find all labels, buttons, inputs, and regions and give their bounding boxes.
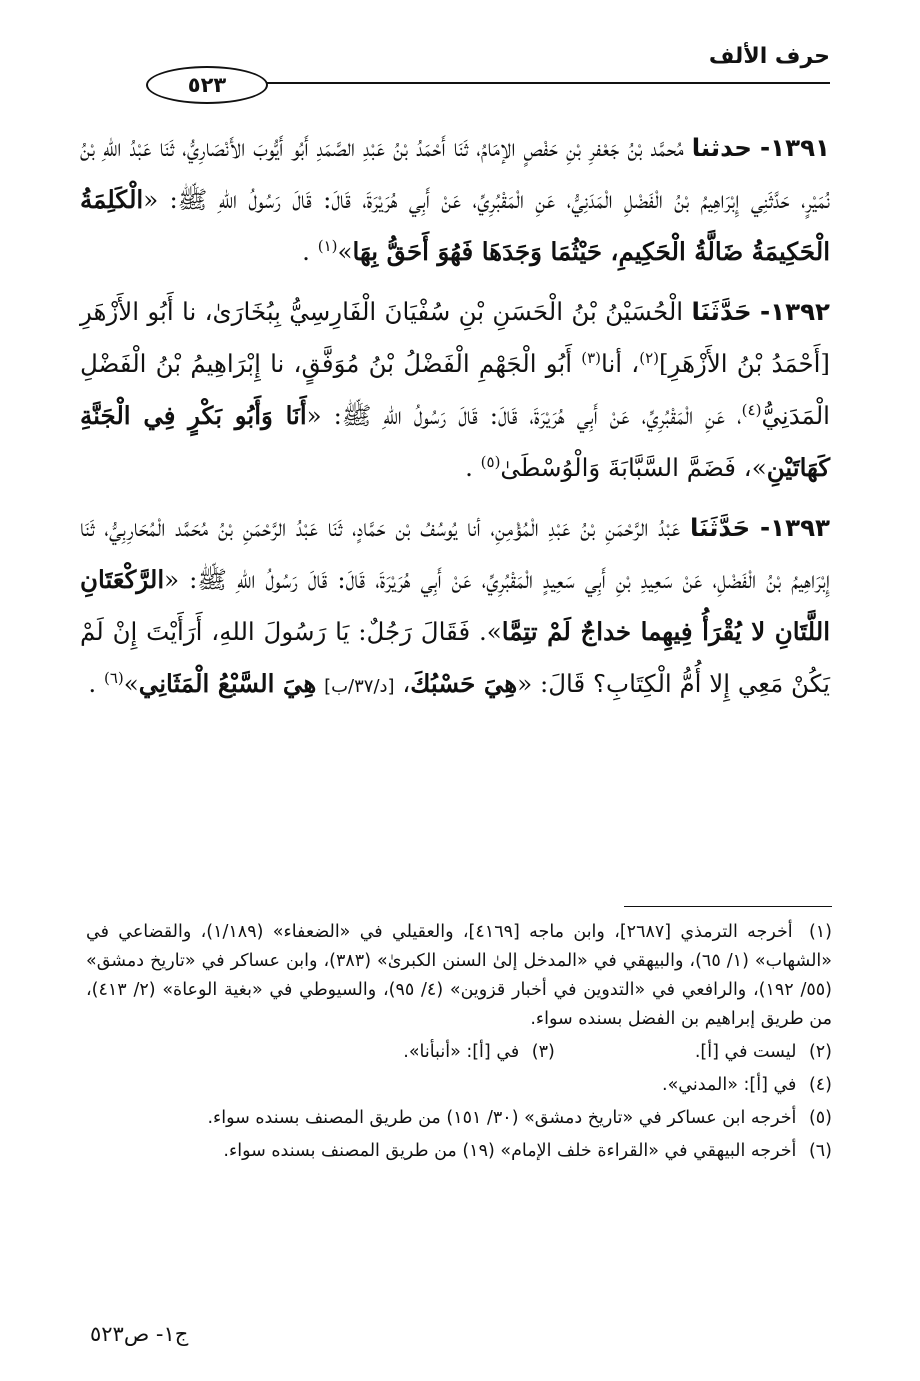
hadith-end: . (88, 669, 104, 698)
hadith-isnad: ». فَقَالَ رَجُلٌ: يَا رَسُولَ اللهِ، أَرَأَيْتَ إِنْ لَمْ يَكُنْ مَعِي إِلا أُمُّ الْكِتَابِ؟ قَالَ: « (80, 617, 830, 698)
footnote-text: أخرجه ابن عساكر في «تاريخ دمشق» (٣٠/ ١٥١) من طريق المصنف بسنده سواء. (207, 1108, 797, 1128)
page-footer: ج١- ص٥٢٣ (90, 1322, 189, 1346)
hadith-1391 (80, 122, 830, 278)
chapter-title: حرف الألف (708, 44, 830, 69)
footnote-ref: (٤) (741, 400, 762, 419)
hadith-matn: هِيَ حَسْبُكَ (410, 669, 518, 698)
hadith-tail: » (337, 237, 353, 266)
footnote-text: في [أ]: «المدني». (662, 1075, 797, 1095)
hadith-matn: الْكَلِمَةُ الْحَكِيمَةُ ضَالَّةُ الْحَكِيمِ، حَيْثُمَا وَجَدَهَا فَهُوَ أَحَقُّ بِهَا (80, 185, 830, 266)
footnote-marker: (٢) (808, 1042, 832, 1062)
page-number: ٥٢٣ (187, 73, 227, 97)
footnote-marker: (١) (808, 922, 832, 942)
hadith-number: ١٣٩٢- (760, 297, 830, 326)
footnote-3 (403, 1038, 555, 1067)
header-rule (212, 82, 830, 84)
hadith-number: ١٣٩١- (759, 133, 830, 162)
hadith-1392 (80, 286, 830, 494)
hadith-isnad: ، عَنِ الْمَقْبُرِيِّ، عَنْ أَبِي هُرَيْرَةَ، قَالَ: قَالَ رَسُولُ اللهِ ﷺ: « (306, 401, 742, 430)
footnotes (86, 918, 832, 1170)
page-header (100, 30, 830, 100)
hadith-end: . (465, 453, 481, 482)
hadith-isnad: ، أنا (601, 349, 640, 378)
page-number-badge (146, 66, 268, 104)
footnote-marker: (٣) (531, 1042, 555, 1062)
footnote-text: ليست في [أ]. (694, 1042, 797, 1062)
footnote-5 (86, 1104, 832, 1133)
footnote-ref: (٦) (104, 668, 124, 687)
hadith-matn: أَنَا وَأَبُو بَكْرٍ فِي الْجَنَّةِ كَهَاتَيْنِ (80, 401, 830, 482)
hadith-isnad: أَبُو الْجَهْمِ الْفَضْلُ بْنُ مُوَفَّقٍ، نا إِبْرَاهِيمُ بْنُ الْفَضْلِ الْمَدَنِيُّ (80, 349, 830, 430)
hadith-isnad (316, 669, 324, 698)
footnote-text: أخرجه الترمذي [٢٦٨٧]، وابن ماجه [٤١٦٩]، والعقيلي في «الضعفاء» (١/١٨٩)، والقضاعي في «الشهاب» (١/ ٦٥)، والبيهقي في «المدخل إلىٰ السنن الكبرىٰ» (٣٨٣)، وابن عساكر في «تاريخ دمشق» (٥٥/ ١٩٢)، والرافعي في «التدوين في أخبار قزوين» (٤/ ٩٥)، والسيوطي في «بغية الوعاة» (٢/ ٤١٣)، من طريق إبراهيم بن الفضل بسنده سواء. (86, 922, 832, 1029)
footnote-6 (86, 1137, 832, 1166)
hadith-1393 (80, 502, 830, 713)
hadith-end: . (302, 237, 318, 266)
hadith-isnad: ، (394, 669, 411, 698)
hadith-isnad: مُحمَّد بْنُ جَعْفرِ بْنِ حَفْصٍ الإمَامُ، ثَنَا أَحْمَدُ بْنُ عَبْدِ الصَّمَدِ أَبُو أَيُّوبَ الأَنْصَارِيُّ، ثَنَا عَبْدُ اللهِ بْنُ نُمَيْرٍ، حَدَّثَنِي إِبْرَاهِيمُ بْنُ الْفَضْلِ الْمَدَنِيُّ، عَنِ الْمَقْبُرِيِّ، عَنْ أَبِي هُرَيْرَةَ، قَالَ: قَالَ رَسُولُ اللهِ ﷺ: « (80, 133, 830, 214)
footnote-4 (86, 1071, 832, 1100)
hadith-keyword: حَدَّثَنَا (691, 297, 752, 326)
hadith-matn: الرَّكْعَتَانِ اللَّتَانِ لا يُقْرَأُ فِيهِما خداجٌ لَمْ تتِمَّا (80, 565, 831, 646)
hadith-matn: هِيَ السَّبْعُ الْمَثَانِي (138, 669, 317, 698)
footnote-ref: (٥) (480, 452, 501, 471)
hadith-keyword: حَدَّثَنَا (690, 513, 751, 542)
footnote-1 (86, 918, 832, 1034)
footnote-ref: (١) (317, 236, 338, 255)
footnote-2 (695, 1038, 832, 1067)
footnote-text: في [أ]: «أنبأنا». (403, 1042, 520, 1062)
footnote-pair (86, 1038, 832, 1067)
footnote-marker: (٤) (808, 1075, 832, 1095)
manuscript-folio: [د/٣٧/ب] (324, 676, 395, 697)
footnote-ref: (٢) (639, 348, 659, 367)
hadith-isnad: عَبْدُ الرَّحْمَنِ بْنُ عَبْدِ الْمُؤْمِنِ، أنا يُوسُفُ بْن حَمَّادٍ، ثَنَا عَبْدُ الرَّحْمَنِ بْنُ مُحَمَّد الْمُحَارِبِيُّ، ثَنَا إِبْرَاهِيمُ بْنُ الْفَضْلِ، عَنْ سَعِيدِ بْنِ أَبِي سَعِيدٍ الْمَقْبُرِيِّ، عَنْ أَبِي هُرَيْرَةَ، قَالَ: قَالَ رَسُولُ اللهِ ﷺ: « (80, 513, 830, 594)
footnote-ref: (٣) (581, 348, 602, 367)
hadith-tail: » (123, 669, 139, 698)
footnote-text: أخرجه البيهقي في «القراءة خلف الإمام» (١٩) من طريق المصنف بسنده سواء. (223, 1141, 797, 1161)
footnote-marker: (٥) (808, 1108, 832, 1128)
hadith-keyword: حدثنا (691, 133, 752, 162)
footnote-rule (624, 906, 832, 907)
hadith-number: ١٣٩٣- (759, 513, 830, 542)
main-text (80, 122, 830, 721)
hadith-isnad: الْحُسَيْنُ بْنُ الْحَسَنِ بْنِ سُفْيَانَ الْفَارِسِيُّ بِبُخَارَىٰ، نا أَبُو الأَزْهَرِ [أَحْمَدُ بْنُ الأَزْهَرِ] (80, 297, 830, 378)
hadith-tail: »، فَضَمَّ السَّبَّابَةَ وَالْوُسْطَىٰ (500, 453, 767, 482)
footnote-marker: (٦) (808, 1141, 832, 1161)
